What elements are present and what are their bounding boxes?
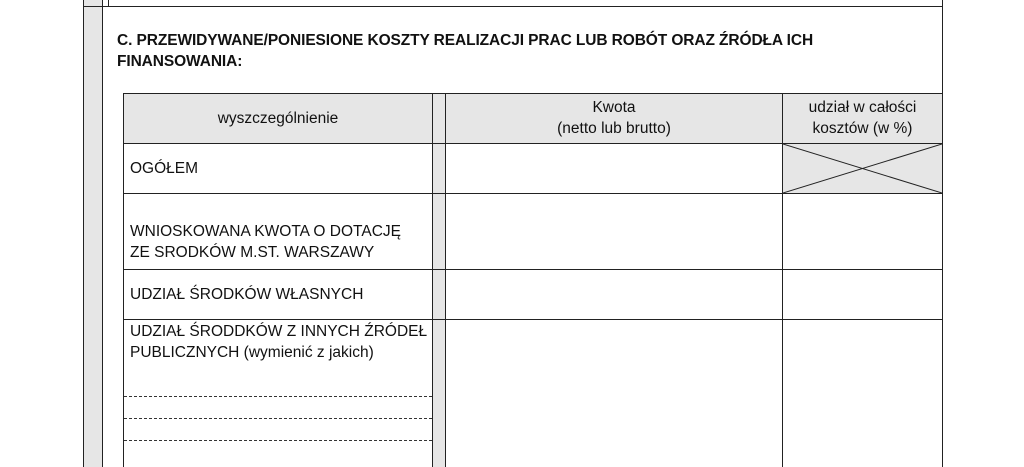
share-cell-requested[interactable] — [783, 194, 942, 269]
amount-cell-own-funds[interactable] — [446, 270, 782, 319]
share-cell-other-public[interactable] — [783, 320, 942, 467]
disabled-share-cell — [783, 144, 942, 193]
row-label-other-public-line1: UDZIAŁ ŚRODDKÓW Z INNYCH ŹRÓDEŁ — [130, 323, 428, 340]
row-label-requested-line2: ZE SRODKÓW M.ST. WARSZAWY — [130, 244, 375, 261]
header-share-line1: udział w całości — [808, 99, 917, 116]
amount-cell-requested[interactable] — [446, 194, 782, 269]
amount-cell-other-public[interactable] — [446, 320, 782, 467]
frame-top-divider — [83, 6, 943, 7]
table-left-border — [123, 93, 124, 467]
frame-right-edge — [942, 0, 943, 467]
fill-in-line-3[interactable] — [124, 440, 432, 441]
header-item: wyszczególnienie — [217, 110, 339, 127]
section-title: C. PRZEWIDYWANE/PONIESIONE KOSZTY REALIZACJI PRAC LUB ROBÓT ORAZ ŹRÓDŁA ICH FINANSOWANIA: — [117, 32, 814, 70]
spacer-column — [432, 93, 445, 467]
header-share-line2: kosztów (w %) — [812, 120, 913, 137]
left-margin-strip — [83, 0, 103, 467]
row-label-requested-line1: WNIOSKOWANA KWOTA O DOTACJĘ — [130, 223, 401, 240]
header-amount-line1: Kwota — [592, 99, 636, 116]
row-label-total: OGÓŁEM — [130, 160, 199, 177]
share-cell-own-funds[interactable] — [783, 270, 942, 319]
header-amount-line2: (netto lub brutto) — [557, 120, 671, 137]
item-col-right — [432, 93, 433, 467]
amount-cell-total[interactable] — [446, 144, 782, 193]
top-strip-divider — [108, 0, 109, 7]
fill-in-line-1[interactable] — [124, 396, 432, 397]
row-label-own-funds: UDZIAŁ ŚRODKÓW WŁASNYCH — [130, 286, 364, 303]
row-label-other-public-line2: PUBLICZNYCH (wymienić z jakich) — [130, 344, 374, 361]
table-top-border — [123, 93, 943, 94]
fill-in-line-2[interactable] — [124, 418, 432, 419]
